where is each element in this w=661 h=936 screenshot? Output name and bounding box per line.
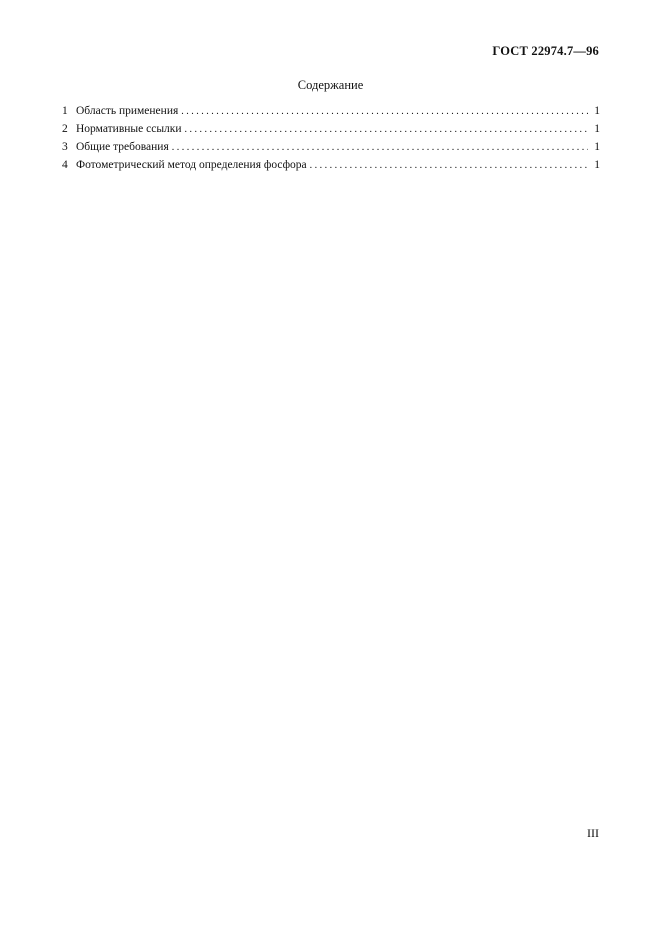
toc-dot-leader xyxy=(181,103,588,121)
toc-entry-text: Общие требования xyxy=(76,141,169,153)
toc-entry-text: Фотометрический метод определения фосфора xyxy=(76,159,307,171)
toc-entry xyxy=(62,120,600,138)
toc-entry xyxy=(62,102,600,120)
toc-entry xyxy=(62,138,600,156)
document-code: ГОСТ 22974.7—96 xyxy=(492,44,599,58)
toc-dot-leader xyxy=(310,157,589,175)
toc-entry-page: 1 xyxy=(594,105,600,117)
toc-entry-page: 1 xyxy=(594,123,600,135)
toc-entry-text: Нормативные ссылки xyxy=(76,123,182,135)
toc-entry-number: 3 xyxy=(62,141,68,153)
toc-entry-number: 1 xyxy=(62,105,68,117)
table-of-contents xyxy=(62,102,600,174)
toc-dot-leader xyxy=(185,121,589,139)
toc-entry xyxy=(62,156,600,174)
toc-title: Содержание xyxy=(297,78,364,92)
toc-entry-page: 1 xyxy=(594,141,600,153)
toc-entry-text: Область применения xyxy=(76,105,179,117)
toc-dot-leader xyxy=(172,139,589,157)
toc-entry-number: 4 xyxy=(62,159,68,171)
toc-entry-page: 1 xyxy=(594,159,600,171)
toc-entry-number: 2 xyxy=(62,123,68,135)
page-number: III xyxy=(587,826,599,840)
